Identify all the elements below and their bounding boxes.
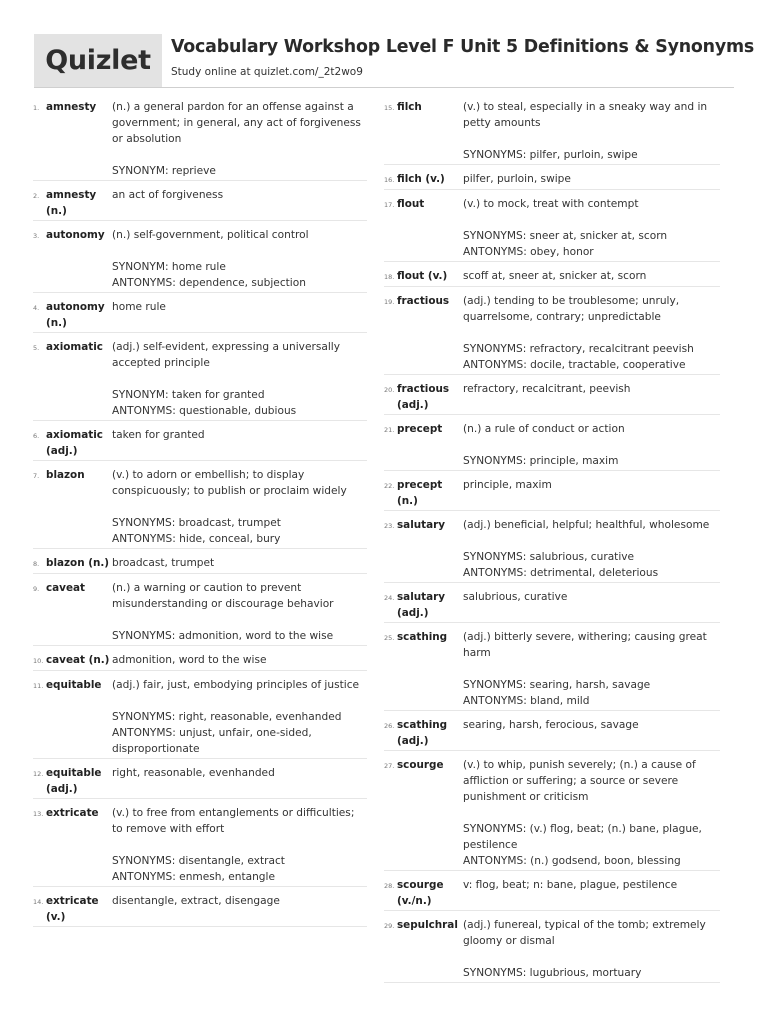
term-word: filch (v.) — [397, 173, 445, 185]
term-definition: an act of forgiveness — [112, 189, 224, 201]
term-number: 23. — [384, 522, 395, 530]
term-word: fractious — [397, 295, 450, 307]
term-word: blazon — [46, 469, 85, 481]
term-word: salutary (adj.) — [397, 591, 446, 619]
term-number: 21. — [384, 426, 395, 434]
term-row — [33, 549, 367, 574]
term-word: amnesty (n.) — [46, 189, 97, 217]
term-definition: (v.) to adorn or embellish; to display conspicuously; to publish or proclaim widely SYNONYMS: broadcast, trumpet ANTONYMS: hide, conceal, bury — [112, 469, 347, 545]
term-number: 9. — [33, 585, 40, 593]
term-definition: (adj.) self-evident, expressing a universally accepted principle SYNONYM: taken for granted ANTONYMS: questionable, dubious — [112, 341, 340, 417]
term-row — [33, 671, 367, 759]
term-definition: (n.) a general pardon for an offense against a government; in general, any act of forgiveness or absolution SYNONYM: reprieve — [112, 101, 361, 177]
term-row — [33, 293, 367, 333]
term-definition: (adj.) fair, just, embodying principles of justice SYNONYMS: right, reasonable, evenhanded ANTONYMS: unjust, unfair, one-sided, disproportionate — [112, 679, 360, 755]
term-row — [384, 165, 720, 190]
term-definition: (v.) to steal, especially in a sneaky way and in petty amounts SYNONYMS: pilfer, purloin, swipe — [463, 101, 708, 161]
term-word: amnesty — [46, 101, 97, 113]
term-definition: (n.) a rule of conduct or action SYNONYMS: principle, maxim — [463, 423, 625, 467]
term-row — [33, 887, 367, 927]
term-definition: broadcast, trumpet — [112, 557, 215, 569]
term-row — [384, 751, 720, 871]
term-definition: scoff at, sneer at, snicker at, scorn — [463, 270, 647, 282]
study-online-label: Study online at — [171, 66, 254, 78]
term-row — [384, 711, 720, 751]
term-word: scourge — [397, 759, 444, 771]
term-definition: (v.) to mock, treat with contempt SYNONYMS: sneer at, snicker at, scorn ANTONYMS: obey, honor — [463, 198, 668, 258]
term-number: 17. — [384, 201, 395, 209]
term-definition: pilfer, purloin, swipe — [463, 173, 571, 185]
term-number: 24. — [384, 594, 395, 602]
term-row — [384, 375, 720, 415]
term-word: caveat — [46, 582, 85, 594]
term-row — [33, 93, 367, 181]
term-row — [33, 646, 367, 671]
term-word: flout — [397, 198, 425, 210]
term-number: 22. — [384, 482, 395, 490]
term-word: autonomy — [46, 229, 105, 241]
term-word: equitable — [46, 679, 102, 691]
term-row — [33, 759, 367, 799]
term-row — [33, 799, 367, 887]
term-definition: refractory, recalcitrant, peevish — [463, 383, 631, 395]
term-row — [384, 511, 720, 583]
term-word: equitable (adj.) — [46, 767, 102, 795]
term-definition: admonition, word to the wise — [112, 654, 267, 666]
term-word: caveat (n.) — [46, 654, 110, 666]
term-row — [384, 262, 720, 287]
term-number: 27. — [384, 762, 395, 770]
term-number: 18. — [384, 273, 395, 281]
term-row — [33, 574, 367, 646]
term-word: axiomatic (adj.) — [46, 429, 103, 457]
term-word: fractious (adj.) — [397, 383, 450, 411]
term-word: flout (v.) — [397, 270, 448, 282]
term-number: 16. — [384, 176, 395, 184]
term-number: 11. — [33, 682, 44, 690]
term-definition: (v.) to free from entanglements or difficulties; to remove with effort SYNONYMS: disentangle, extract ANTONYMS: enmesh, entangle — [112, 807, 355, 883]
term-row — [384, 871, 720, 911]
term-row — [384, 623, 720, 711]
right-column — [384, 93, 720, 983]
term-definition: v: flog, beat; n: bane, plague, pestilence — [463, 879, 678, 891]
term-row — [33, 221, 367, 293]
term-row — [384, 415, 720, 471]
term-row — [33, 421, 367, 461]
page-title: Vocabulary Workshop Level F Unit 5 Definitions & Synonyms — [171, 37, 755, 57]
term-word: scathing — [397, 631, 448, 643]
term-definition: (v.) to whip, punish severely; (n.) a cause of affliction or suffering; a source or severe punishment or criticism SYNONYMS: (v.) flog, beat; (n.) bane, plague, pestilence ANTONYMS: (n.) godsend, boon, blessing — [463, 759, 702, 867]
term-row — [384, 583, 720, 623]
term-definition: taken for granted — [112, 429, 205, 441]
quizlet-logo[interactable]: Quizlet — [34, 34, 162, 87]
term-row — [384, 190, 720, 262]
term-number: 5. — [33, 344, 40, 352]
term-number: 20. — [384, 386, 395, 394]
term-number: 2. — [33, 192, 40, 200]
term-definition: salubrious, curative — [463, 591, 568, 603]
term-row — [384, 287, 720, 375]
term-definition: home rule — [112, 301, 166, 313]
term-word: extricate — [46, 807, 99, 819]
term-number: 10. — [33, 657, 44, 665]
term-number: 7. — [33, 472, 40, 480]
term-word: precept (n.) — [397, 479, 443, 507]
term-number: 6. — [33, 432, 40, 440]
term-row — [384, 471, 720, 511]
term-definition: (adj.) bitterly severe, withering; causing great harm SYNONYMS: searing, harsh, savage ANTONYMS: bland, mild — [463, 631, 707, 707]
term-definition: (n.) self-government, political control SYNONYM: home rule ANTONYMS: dependence, subjection — [112, 229, 309, 289]
term-number: 25. — [384, 634, 395, 642]
term-definition: right, reasonable, evenhanded — [112, 767, 275, 779]
term-word: axiomatic — [46, 341, 103, 353]
term-word: extricate (v.) — [46, 895, 99, 923]
study-online-link[interactable]: quizlet.com/_2t2wo9 — [253, 66, 363, 78]
term-row — [384, 93, 720, 165]
term-number: 4. — [33, 304, 40, 312]
term-number: 26. — [384, 722, 395, 730]
term-number: 14. — [33, 898, 44, 906]
term-row — [33, 461, 367, 549]
term-word: scourge (v./n.) — [397, 879, 444, 907]
term-number: 19. — [384, 298, 395, 306]
term-row — [384, 911, 720, 983]
term-row — [33, 181, 367, 221]
term-definition: (adj.) tending to be troublesome; unruly, quarrelsome, contrary; unpredictable SYNONYMS: refractory, recalcitrant peevish ANTONYMS: docile, tractable, cooperative — [463, 295, 694, 371]
term-word: sepulchral — [397, 919, 458, 931]
term-definition: (adj.) beneficial, helpful; healthful, wholesome SYNONYMS: salubrious, curative ANTONYMS: detrimental, deleterious — [463, 519, 710, 579]
term-number: 13. — [33, 810, 44, 818]
term-definition: disentangle, extract, disengage — [112, 895, 280, 907]
term-word: scathing (adj.) — [397, 719, 448, 747]
term-row — [33, 333, 367, 421]
term-number: 8. — [33, 560, 40, 568]
term-definition: (adj.) funereal, typical of the tomb; extremely gloomy or dismal SYNONYMS: lugubrious, mortuary — [463, 919, 706, 979]
term-word: autonomy (n.) — [46, 301, 105, 329]
term-word: filch — [397, 101, 422, 113]
term-number: 3. — [33, 232, 40, 240]
page-header — [34, 34, 755, 88]
term-number: 29. — [384, 922, 395, 930]
term-word: salutary — [397, 519, 446, 531]
term-number: 15. — [384, 104, 395, 112]
term-definition: searing, harsh, ferocious, savage — [463, 719, 639, 731]
term-number: 28. — [384, 882, 395, 890]
term-number: 12. — [33, 770, 44, 778]
term-word: blazon (n.) — [46, 557, 110, 569]
left-column — [33, 93, 367, 927]
term-definition: (n.) a warning or caution to prevent misunderstanding or discourage behavior SYNONYMS: admonition, word to the wise — [112, 582, 334, 642]
study-online-line — [171, 66, 363, 78]
term-word: precept — [397, 423, 443, 435]
term-definition: principle, maxim — [463, 479, 552, 491]
term-number: 1. — [33, 104, 40, 112]
